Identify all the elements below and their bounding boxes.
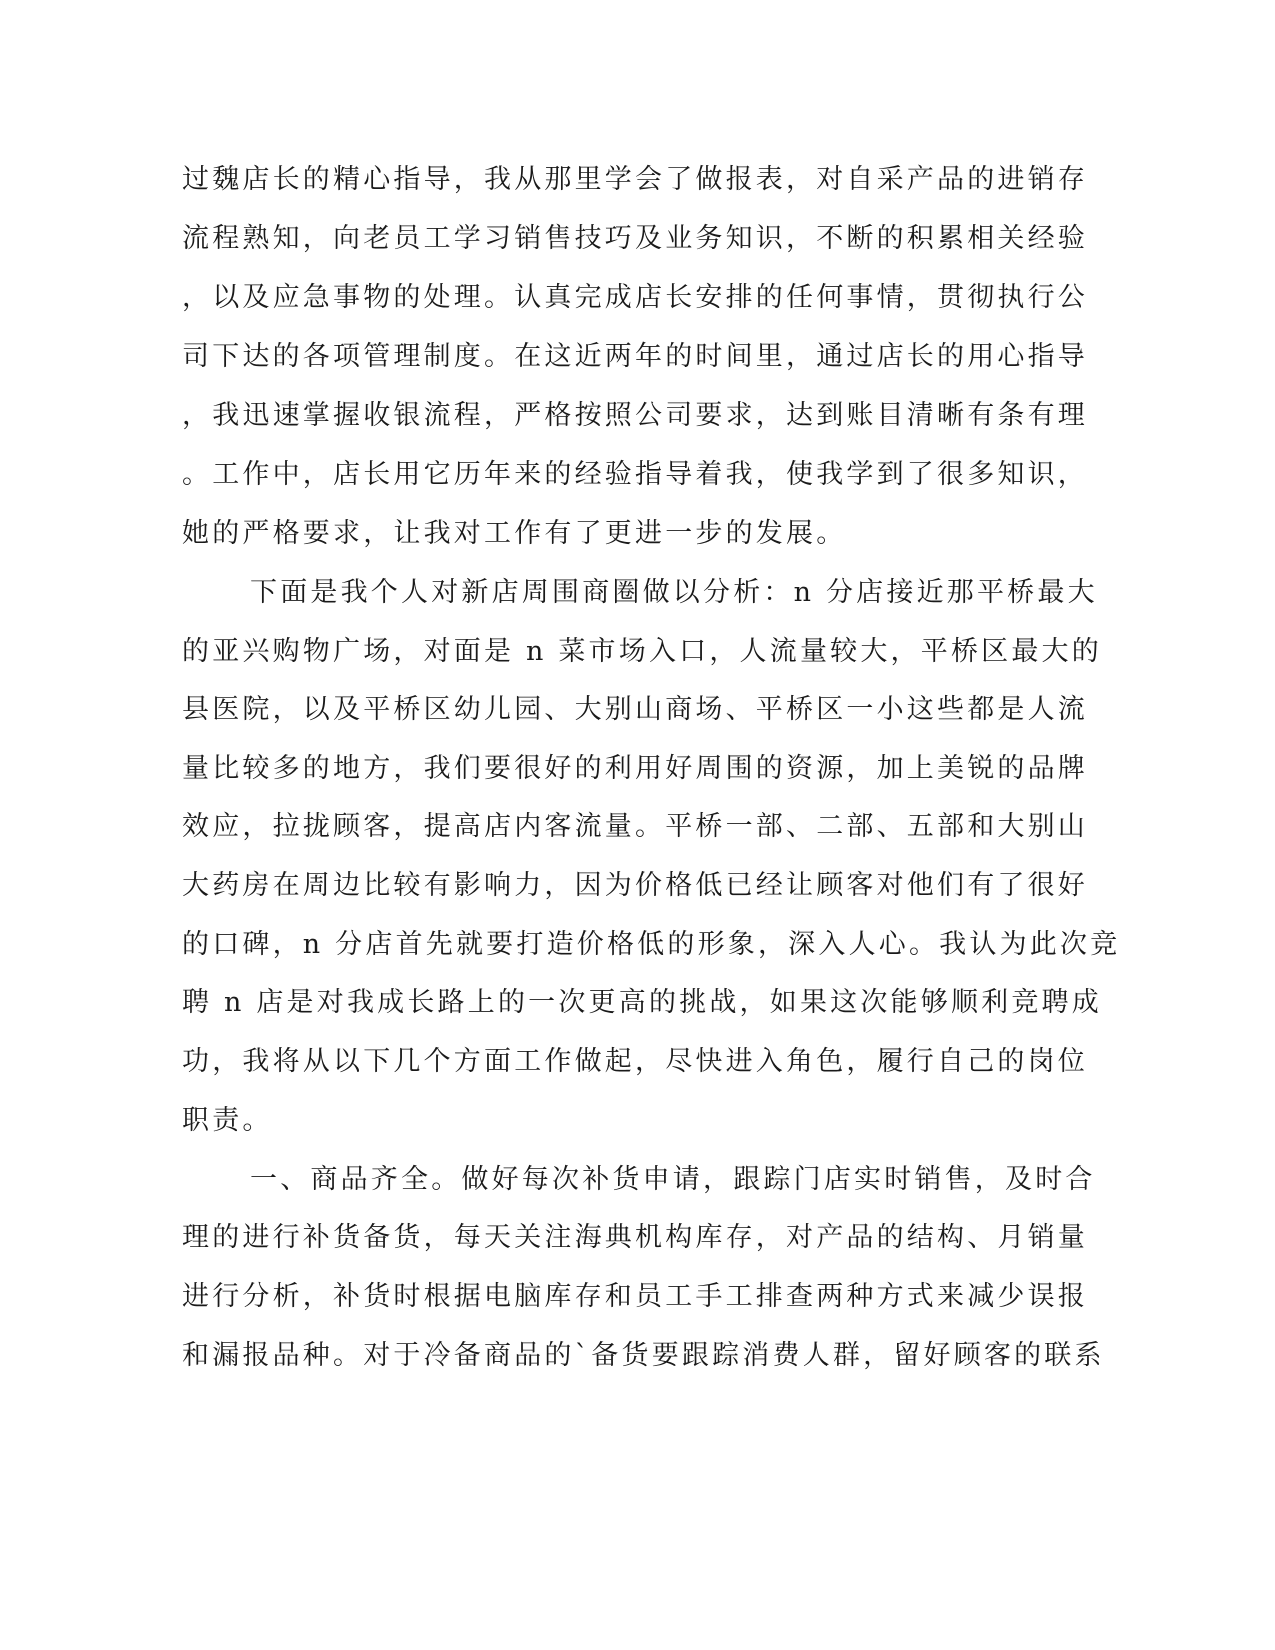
text-line: 聘 n 店是对我成长路上的一次更高的挑战，如果这次能够顺利竞聘成 xyxy=(182,987,1102,1018)
text-line: 。工作中，店长用它历年来的经验指导着我，使我学到了很多知识， xyxy=(182,459,1088,490)
text-line: ，我迅速掌握收银流程，严格按照公司要求，达到账目清晰有条有理 xyxy=(182,400,1088,431)
text-line: 的口碑，n 分店首先就要打造价格低的形象，深入人心。我认为此次竞 xyxy=(182,929,1121,960)
text-line: 她的严格要求，让我对工作有了更进一步的发展。 xyxy=(182,518,847,549)
text-line: 流程熟知，向老员工学习销售技巧及业务知识，不断的积累相关经验 xyxy=(182,223,1088,254)
paragraph-first-line: 下面是我个人对新店周围商圈做以分析：n 分店接近那平桥最大 xyxy=(250,577,1098,608)
text-line: 量比较多的地方，我们要很好的利用好周围的资源，加上美锐的品牌 xyxy=(182,753,1088,784)
text-line: ，以及应急事物的处理。认真完成店长安排的任何事情，贯彻执行公 xyxy=(182,282,1088,313)
text-line: 职责。 xyxy=(182,1105,273,1136)
text-line: 功，我将从以下几个方面工作做起，尽快进入角色，履行自己的岗位 xyxy=(182,1046,1088,1077)
paragraph-first-line: 一、商品齐全。做好每次补货申请，跟踪门店实时销售，及时合 xyxy=(250,1164,1096,1195)
text-line: 理的进行补货备货，每天关注海典机构库存，对产品的结构、月销量 xyxy=(182,1222,1088,1253)
text-line: 的亚兴购物广场，对面是 n 菜市场入口，人流量较大，平桥区最大的 xyxy=(182,636,1102,667)
text-line: 大药房在周边比较有影响力，因为价格低已经让顾客对他们有了很好 xyxy=(182,870,1088,901)
text-line: 和漏报品种。对于冷备商品的`备货要跟踪消费人群，留好顾客的联系 xyxy=(182,1340,1105,1371)
text-line: 司下达的各项管理制度。在这近两年的时间里，通过店长的用心指导 xyxy=(182,341,1088,372)
text-line: 过魏店长的精心指导，我从那里学会了做报表，对自采产品的进销存 xyxy=(182,164,1088,195)
text-line: 进行分析，补货时根据电脑库存和员工手工排查两种方式来减少误报 xyxy=(182,1281,1088,1312)
text-line: 县医院，以及平桥区幼儿园、大别山商场、平桥区一小这些都是人流 xyxy=(182,694,1088,725)
text-line: 效应，拉拢顾客，提高店内客流量。平桥一部、二部、五部和大别山 xyxy=(182,811,1088,842)
